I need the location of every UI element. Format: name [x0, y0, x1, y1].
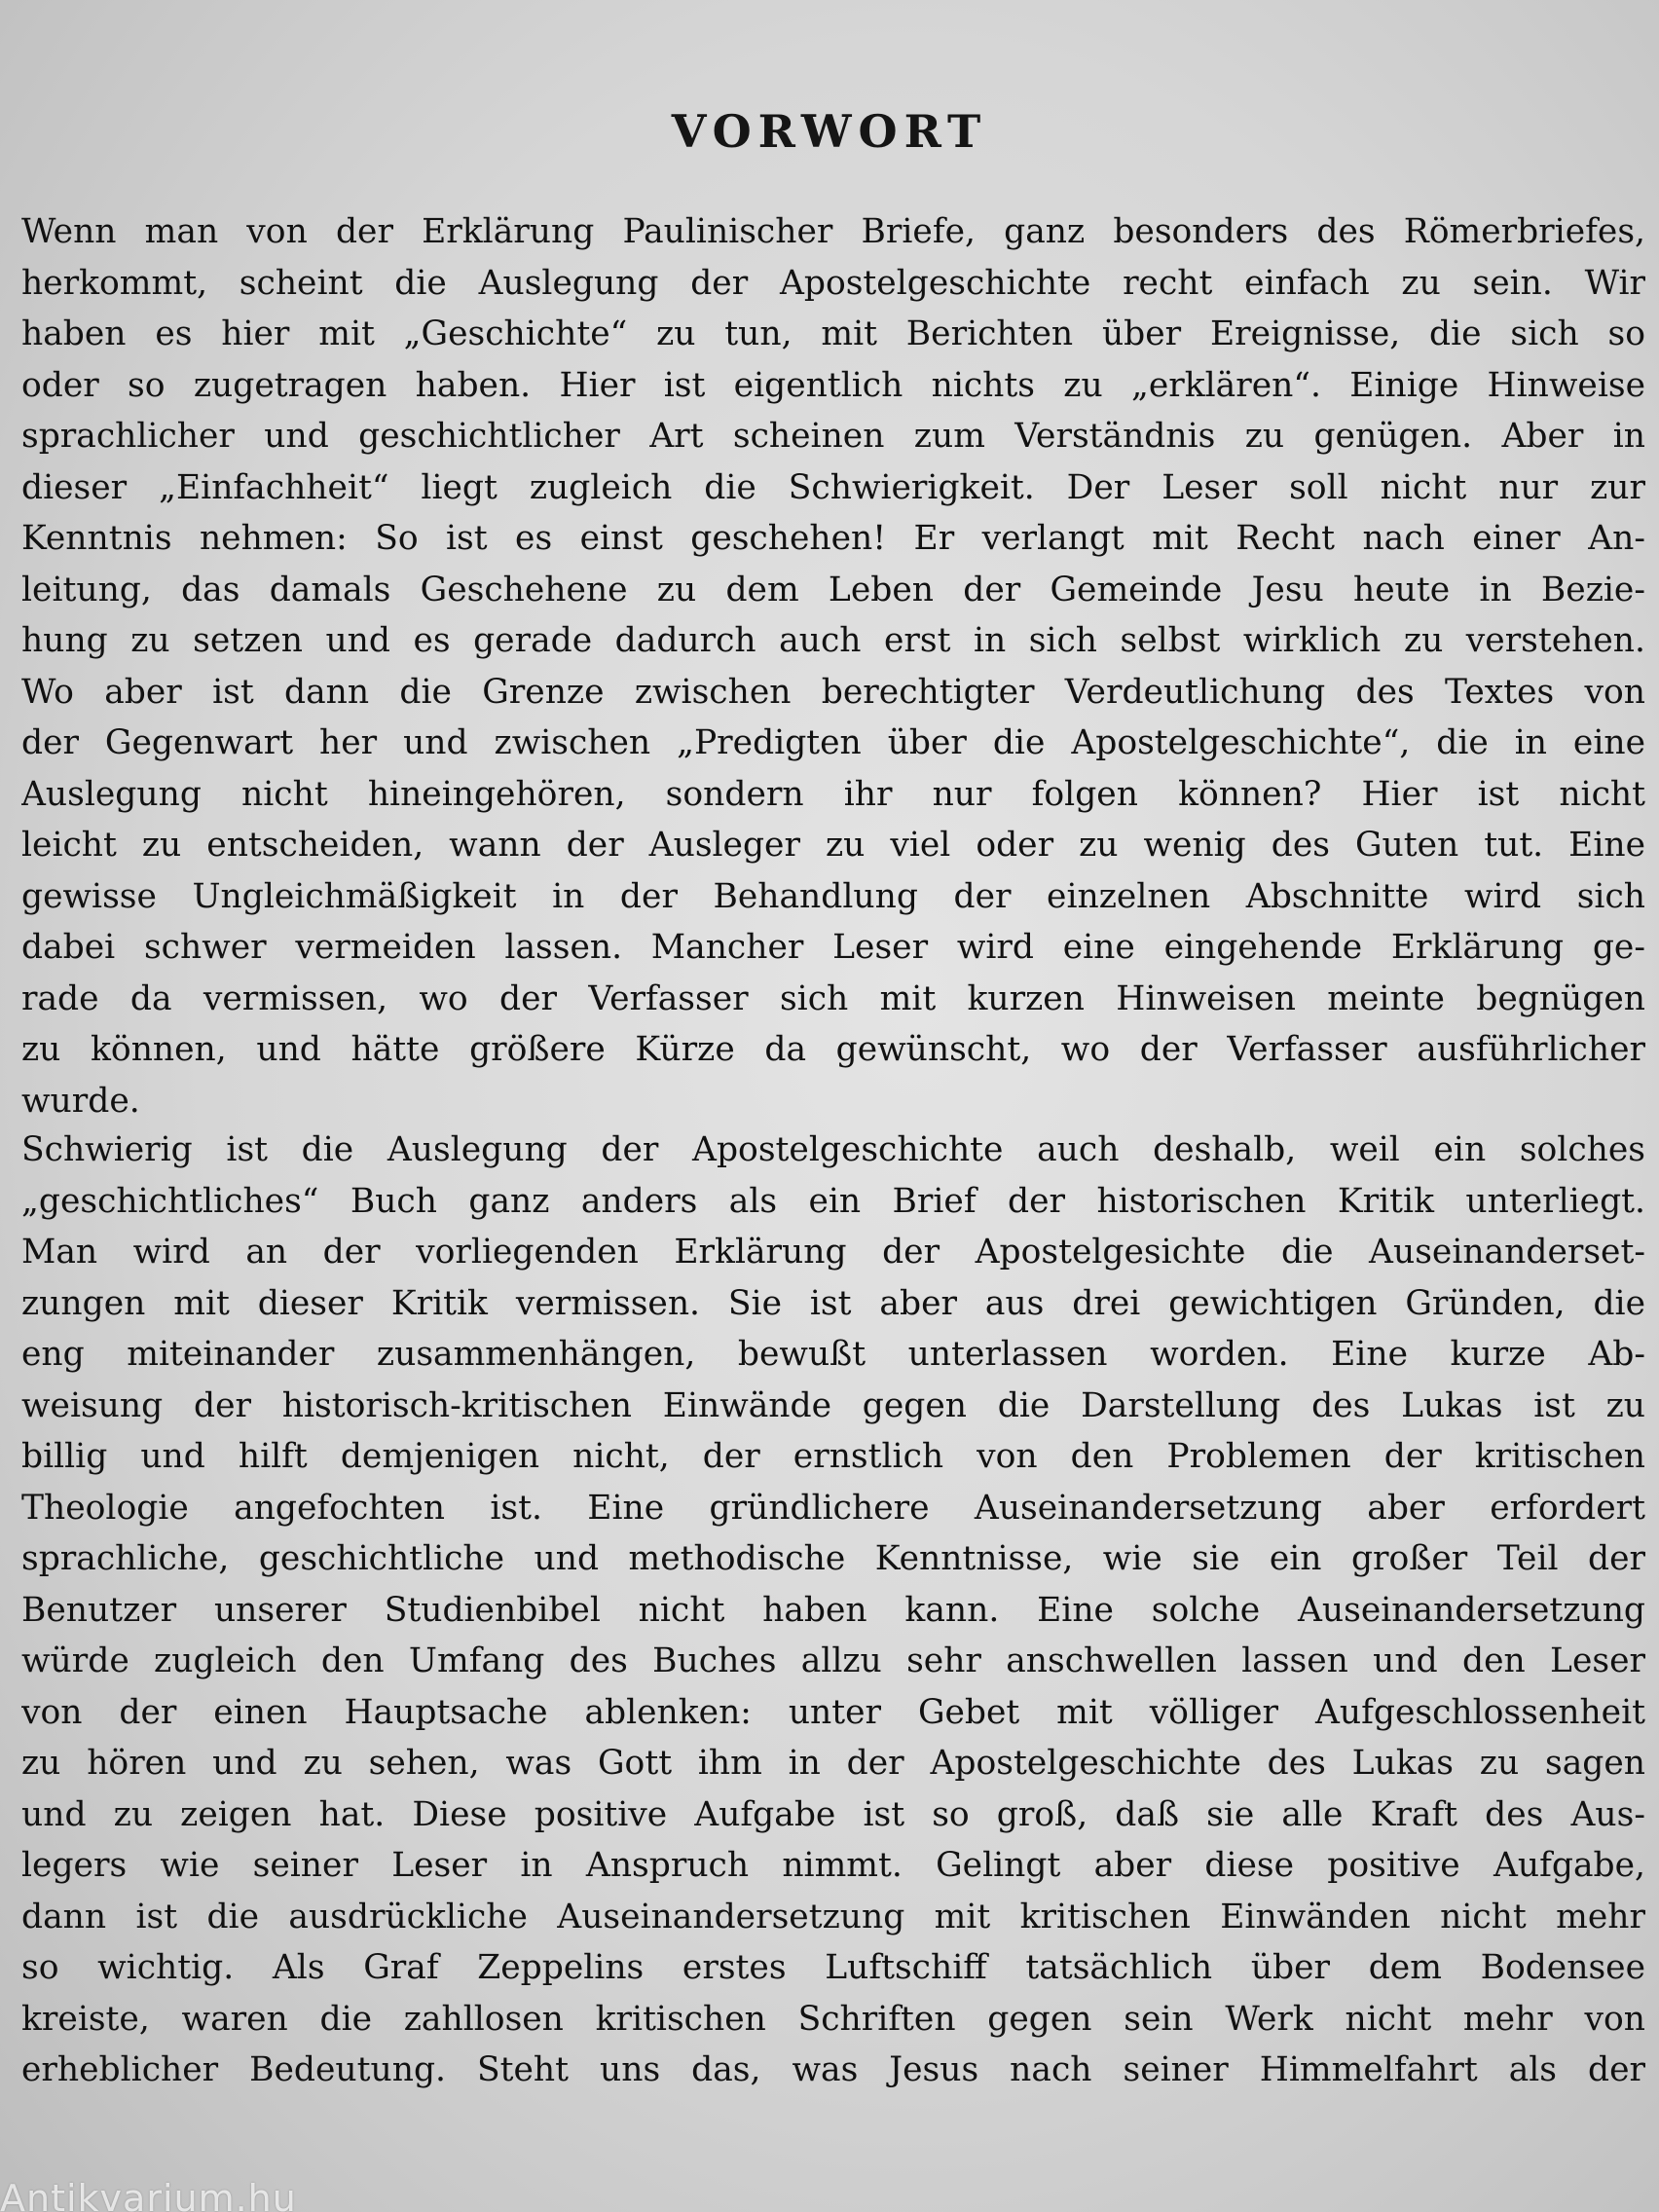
text-line: leitung, das damals Geschehene zu dem Leben der Gemeinde Jesu heute in Bezie- [21, 570, 1645, 609]
text-line: dieser „Einfachheit“ liegt zugleich die Schwierigkeit. Der Leser soll nicht nur zur [21, 467, 1645, 507]
text-line: herkommt, scheint die Auslegung der Apostelgeschichte recht einfach zu sein. Wir [21, 263, 1645, 303]
text-line: gewisse Ungleichmäßigkeit in der Behandlung der einzelnen Abschnitte wird sich [21, 876, 1645, 916]
text-line: oder so zugetragen haben. Hier ist eigentlich nichts zu „erklären“. Einige Hinweise [21, 365, 1645, 405]
text-line: Benutzer unserer Studienbibel nicht haben kann. Eine solche Auseinandersetzung [21, 1590, 1645, 1630]
text-line: weisung der historisch-kritischen Einwände gegen die Darstellung des Lukas ist zu [21, 1385, 1645, 1425]
paragraph-2 [21, 1124, 1645, 2096]
text-line: zu hören und zu sehen, was Gott ihm in der Apostelgeschichte des Lukas zu sagen [21, 1744, 1645, 1783]
page-title: VORWORT [671, 105, 988, 158]
text-line: Kenntnis nehmen: So ist es einst geschehen! Er verlangt mit Recht nach einer An- [21, 519, 1645, 558]
text-line: eng miteinander zusammenhängen, bewußt unterlassen worden. Eine kurze Ab- [21, 1335, 1645, 1374]
text-line: Schwierig ist die Auslegung der Apostelgeschichte auch deshalb, weil ein solches [21, 1130, 1645, 1169]
text-line: „geschichtliches“ Buch ganz anders als ein Brief der historischen Kritik unterliegt. [21, 1181, 1645, 1221]
paragraph-1 [21, 206, 1645, 1126]
text-line: so wichtig. Als Graf Zeppelins erstes Luftschiff tatsächlich über dem Bodensee [21, 1948, 1645, 1987]
text-line: billig und hilft demjenigen nicht, der ernstlich von den Problemen der kritischen [21, 1437, 1645, 1476]
text-line: kreiste, waren die zahllosen kritischen Schriften gegen sein Werk nicht mehr von [21, 1999, 1645, 2039]
text-line: von der einen Hauptsache ablenken: unter Gebet mit völliger Aufgeschlossenheit [21, 1692, 1645, 1732]
text-line: erheblicher Bedeutung. Steht uns das, was Jesus nach seiner Himmelfahrt als der [21, 2050, 1645, 2089]
text-line: zungen mit dieser Kritik vermissen. Sie ist aber aus drei gewichtigen Gründen, die [21, 1283, 1645, 1323]
text-line: rade da vermissen, wo der Verfasser sich mit kurzen Hinweisen meinte begnügen [21, 978, 1645, 1018]
text-line: Wenn man von der Erklärung Paulinischer Briefe, ganz besonders des Römerbriefes, [21, 212, 1645, 251]
text-line: dabei schwer vermeiden lassen. Mancher Leser wird eine eingehende Erklärung ge- [21, 928, 1645, 967]
text-line: Wo aber ist dann die Grenze zwischen berechtigter Verdeutlichung des Textes von [21, 672, 1645, 712]
text-line: Man wird an der vorliegenden Erklärung der Apostelgesichte die Auseinanderset- [21, 1233, 1645, 1272]
text-line: wurde. [21, 1081, 140, 1121]
text-line: haben es hier mit „Geschichte“ zu tun, mit Berichten über Ereignisse, die sich so [21, 314, 1645, 353]
text-line: würde zugleich den Umfang des Buches allzu sehr anschwellen lassen und den Leser [21, 1641, 1645, 1680]
text-line: legers wie seiner Leser in Anspruch nimmt. Gelingt aber diese positive Aufgabe, [21, 1846, 1645, 1885]
text-line: Auslegung nicht hineingehören, sondern ihr nur folgen können? Hier ist nicht [21, 774, 1645, 814]
text-line: leicht zu entscheiden, wann der Ausleger zu viel oder zu wenig des Guten tut. Eine [21, 826, 1645, 865]
watermark: Antikvarium.hu [0, 2177, 297, 2212]
text-line: und zu zeigen hat. Diese positive Aufgabe ist so groß, daß sie alle Kraft des Aus- [21, 1794, 1645, 1834]
text-line: der Gegenwart her und zwischen „Predigten über die Apostelgeschichte“, die in eine [21, 723, 1645, 762]
text-line: sprachlicher und geschichtlicher Art scheinen zum Verständnis zu genügen. Aber in [21, 417, 1645, 456]
text-line: zu können, und hätte größere Kürze da gewünscht, wo der Verfasser ausführlicher [21, 1030, 1645, 1069]
text-line: Theologie angefochten ist. Eine gründlichere Auseinandersetzung aber erfordert [21, 1488, 1645, 1528]
text-line: hung zu setzen und es gerade dadurch auch erst in sich selbst wirklich zu verstehen. [21, 621, 1645, 660]
text-line: sprachliche, geschichtliche und methodische Kenntnisse, wie sie ein großer Teil der [21, 1539, 1645, 1578]
text-line: dann ist die ausdrückliche Auseinandersetzung mit kritischen Einwänden nicht mehr [21, 1897, 1645, 1936]
